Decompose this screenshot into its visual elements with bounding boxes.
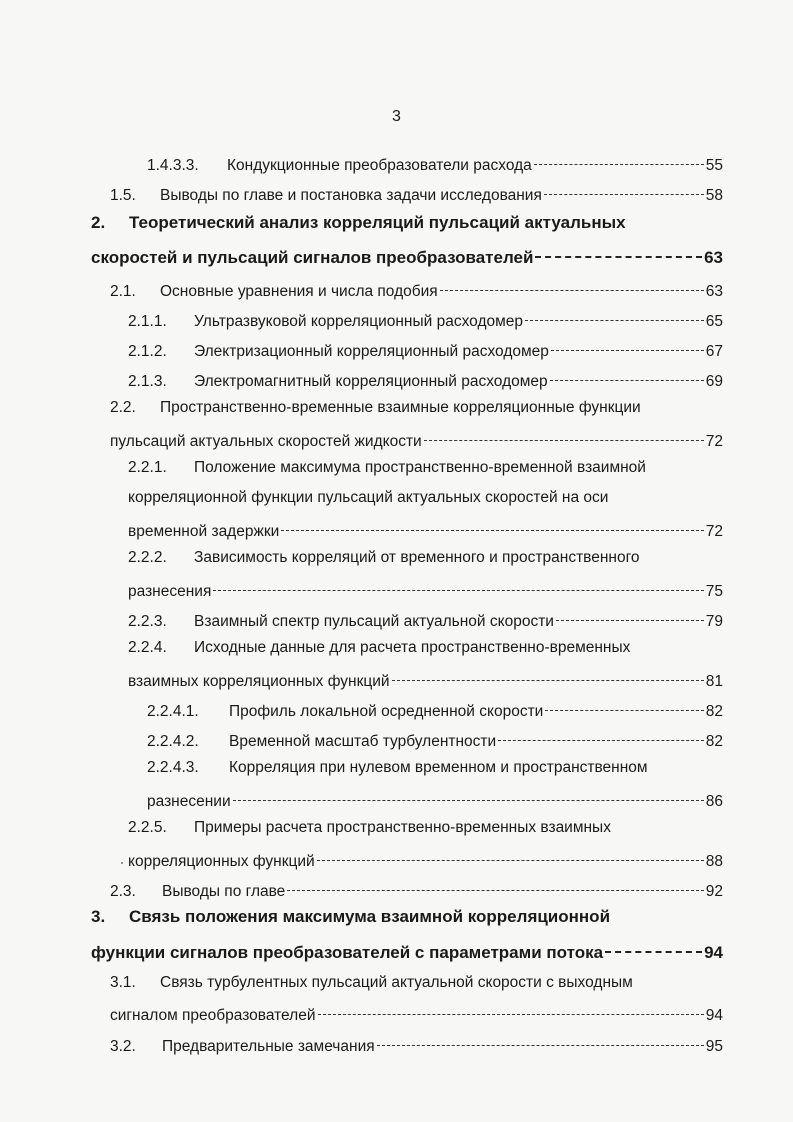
leader-dots	[213, 575, 703, 592]
toc-entry	[128, 639, 723, 661]
leader-dots	[318, 999, 704, 1016]
toc-entry-title: взаимных корреляционных функций	[128, 672, 390, 690]
toc-entry-title: Связь турбулентных пульсаций актуальной скорости с выходным	[160, 974, 633, 991]
toc-entry-title: Временной масштаб турбулентности	[229, 732, 497, 750]
toc-entry	[147, 789, 723, 811]
toc-entry-page: 72	[705, 522, 723, 540]
leader-dots	[605, 934, 702, 953]
leader-dots	[556, 605, 704, 622]
toc-entry	[128, 339, 723, 361]
leader-dots	[317, 845, 704, 862]
toc-entry-title: Примеры расчета пространственно-временных взаимных	[194, 819, 611, 836]
toc-entry	[128, 549, 723, 571]
toc-entry-page: 75	[705, 582, 723, 600]
toc-entry	[128, 309, 723, 331]
leader-dots	[545, 695, 703, 712]
toc-entry-number: 2.2.4.	[128, 639, 167, 656]
toc-entry-number: 3.	[91, 907, 106, 926]
toc-entry-title: временной задержки	[128, 522, 280, 540]
toc-entry-title: Электромагнитный корреляционный расходомер	[194, 372, 548, 390]
toc-entry-title: Предварительные замечания	[162, 1037, 375, 1055]
toc-entry-number: 2.2.	[110, 399, 136, 416]
toc-entry	[128, 669, 723, 691]
toc-entry-title: Электризационный корреляционный расходомер	[194, 342, 549, 360]
toc-entry-page: 65	[705, 312, 723, 330]
scan-speck	[121, 862, 123, 864]
toc-entry-page: 82	[705, 702, 723, 720]
toc-entry-number: 2.1.	[110, 282, 136, 300]
toc-entry	[128, 609, 723, 631]
leader-dots	[281, 515, 703, 532]
leader-dots	[544, 179, 704, 196]
toc-entry-title: Теоретический анализ корреляций пульсаций актуальных	[129, 213, 626, 232]
toc-entry-title: Выводы по главе и постановка задачи исследования	[160, 186, 542, 204]
toc-entry-title: функции сигналов преобразователей с параметрами потока	[91, 943, 604, 962]
toc-chapter-entry	[91, 907, 723, 929]
toc-entry-page: 94	[704, 943, 723, 962]
toc-entry-page: 55	[705, 156, 723, 174]
leader-dots	[424, 425, 704, 442]
leader-dots	[440, 275, 704, 292]
toc-entry-number: 2.2.5.	[128, 819, 167, 836]
toc-entry	[110, 429, 723, 451]
toc-entry-page: 86	[705, 792, 723, 810]
toc-entry-number: 2.2.3.	[128, 612, 167, 630]
toc-chapter-entry	[91, 939, 723, 961]
toc-entry-page: 72	[705, 432, 723, 450]
toc-entry-number: 1.4.3.3.	[147, 156, 199, 174]
toc-entry-page: 95	[705, 1037, 723, 1055]
leader-dots	[534, 149, 704, 166]
leader-dots	[377, 1030, 704, 1047]
toc-entry	[128, 819, 723, 841]
toc-entry	[110, 879, 723, 901]
toc-entry-number: 2.1.3.	[128, 372, 167, 390]
toc-entry-page: 94	[705, 1006, 723, 1024]
toc-chapter-entry	[91, 213, 723, 235]
toc-entry	[147, 729, 723, 751]
toc-entry-number: 2.2.4.1.	[147, 702, 199, 720]
toc-entry-page: 88	[705, 852, 723, 870]
toc-entry-page: 58	[705, 186, 723, 204]
toc-entry-page: 82	[705, 732, 723, 750]
toc-entry-number: 2.	[91, 213, 106, 232]
toc-entry-title: Кондукционные преобразователи расхода	[227, 156, 532, 174]
toc-entry-title: Зависимость корреляций от временного и пространственного	[194, 549, 640, 566]
toc-entry	[128, 369, 723, 391]
toc-entry-title: Корреляция при нулевом временном и пространственном	[229, 759, 648, 776]
toc-entry-title: Ультразвуковой корреляционный расходомер	[194, 312, 524, 330]
toc-entry	[110, 974, 723, 996]
leader-dots	[525, 305, 704, 322]
toc-entry-number: 2.2.1.	[128, 459, 167, 476]
toc-entry-title: Пространственно-временные взаимные корреляционные функции	[160, 399, 641, 416]
toc-entry-number: 1.5.	[110, 186, 136, 204]
toc-entry-number: 2.1.1.	[128, 312, 167, 330]
toc-entry	[110, 1003, 723, 1025]
leader-dots	[550, 365, 704, 382]
toc-entry-title: Исходные данные для расчета пространственно-временных	[194, 639, 631, 656]
toc-entry-title: разнесения	[128, 582, 212, 600]
leader-dots	[392, 665, 704, 682]
toc-entry	[128, 519, 723, 541]
toc-entry-title: Взаимный спектр пульсаций актуальной скорости	[194, 612, 554, 630]
toc-entry-number: 2.2.4.3.	[147, 759, 199, 776]
toc-entry-number: 3.2.	[110, 1037, 136, 1055]
toc-entry-title: корреляционной функции пульсаций актуальных скоростей на оси	[128, 489, 609, 506]
toc-entry-title: разнесении	[147, 792, 231, 810]
toc-entry-page: 81	[705, 672, 723, 690]
toc-entry	[128, 489, 723, 511]
toc-entry-page: 63	[704, 248, 723, 267]
page-number: 3	[392, 108, 401, 125]
leader-dots	[287, 875, 703, 892]
toc-entry	[147, 153, 723, 175]
toc-entry-number: 2.1.2.	[128, 342, 167, 360]
toc-entry-title: корреляционных функций	[128, 852, 315, 870]
toc-entry	[110, 183, 723, 205]
toc-entry-title: Положение максимума пространственно-временной взаимной	[194, 459, 646, 476]
toc-entry	[128, 849, 723, 871]
toc-entry	[110, 1034, 723, 1056]
toc-entry-number: 3.1.	[110, 974, 136, 991]
toc-entry-title: Связь положения максимума взаимной корреляционной	[129, 907, 611, 926]
toc-entry-title: Выводы по главе	[162, 882, 286, 900]
toc-entry-number: 2.2.4.2.	[147, 732, 199, 750]
toc-entry-title: Профиль локальной осредненной скорости	[229, 702, 544, 720]
toc-entry-title: сигналом преобразователей	[110, 1006, 316, 1024]
toc-entry-number: 2.2.2.	[128, 549, 167, 566]
toc-entry-page: 92	[705, 882, 723, 900]
toc-entry	[147, 759, 723, 781]
leader-dots	[498, 725, 704, 742]
toc-entry	[110, 279, 723, 301]
toc-entry-number: 2.3.	[110, 882, 136, 900]
toc-entry-page: 69	[705, 372, 723, 390]
toc-entry-title: пульсаций актуальных скоростей жидкости	[110, 432, 422, 450]
leader-dots	[535, 239, 702, 258]
toc-entry-title: Основные уравнения и числа подобия	[160, 282, 438, 300]
toc-entry	[128, 459, 723, 481]
toc-chapter-entry	[91, 244, 723, 266]
toc-entry-page: 79	[705, 612, 723, 630]
toc-entry	[147, 699, 723, 721]
leader-dots	[233, 785, 704, 802]
toc-entry-title: скоростей и пульсаций сигналов преобразователей	[91, 248, 534, 267]
toc-entry-page: 63	[705, 282, 723, 300]
toc-entry	[110, 399, 723, 421]
leader-dots	[551, 335, 704, 352]
toc-entry-page: 67	[705, 342, 723, 360]
toc-entry	[128, 579, 723, 601]
